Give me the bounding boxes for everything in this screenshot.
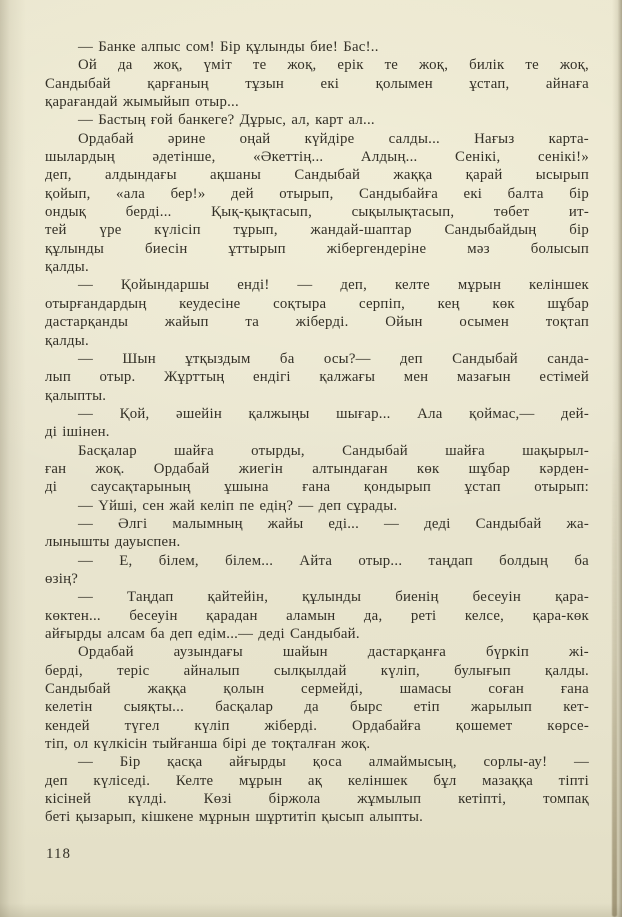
text-line: — Банке алпыс сом! Бір құлынды бие! Бас!..: [78, 39, 379, 55]
text-line: — Таңдап қайтейін, құлынды биенің бесеуін қара-: [78, 589, 589, 606]
text-line: кісіней күлді. Көзі біржола жұмылып кетіпті, томпақ: [45, 791, 589, 808]
text-line: ді ішінен.: [45, 424, 110, 441]
text-line: қарағандай жымыйып отыр...: [45, 94, 239, 111]
text-line: — Е, білем, білем... Айта отыр... таңдап болдың ба: [78, 552, 589, 569]
text-line: деп, алдындағы ақшаны Сандыбай жаққа қарай ысырып: [45, 167, 589, 184]
text-line: тіп, ол күлкісін тыйғанша бірі де тоқталған жоқ.: [45, 736, 371, 753]
text-line: — Шын ұтқыздым ба осы?— деп Сандыбай санда-: [78, 350, 589, 367]
page-bottom-shadow: [0, 903, 622, 917]
text-line: ған жоқ. Ордабай жиегін алтындаған көк шұбар кәрден-: [45, 460, 589, 477]
page-edge-smudge: [612, 440, 617, 917]
text-line: өзің?: [45, 570, 79, 587]
text-line: лынышты дауыспен.: [45, 534, 181, 551]
text-line: лып отыр. Жұрттың ендігі қалжағы мен мазағын естімей: [45, 369, 589, 386]
text-line: кендей түгел күліп жіберді. Ордабайға қошемет көрсе-: [45, 717, 589, 734]
text-line: — Қойындаршы енді! — деп, келте мұрын келіншек: [78, 277, 589, 294]
text-line: қалыпты.: [45, 387, 107, 404]
text-line: Басқалар шайға отырды, Сандыбай шайға шақырыл-: [78, 442, 589, 459]
text-line: — Үйші, сен жай келіп пе едің? — деп сұрады.: [78, 497, 398, 514]
text-line: — Бір қасқа айғырды қоса алмаймысың, сорлы-ау! —: [78, 754, 589, 771]
text-line: — Қой, әшейін қалжыңы шығар... Ала қоймас,— дей-: [78, 405, 589, 422]
text-line: берді, теріс айналып сылқылдай күліп, булығып қалды.: [45, 662, 589, 679]
text-line: құлынды биесін ұттырып жібергендеріне мәз болысып: [45, 240, 589, 257]
text-line: қойып, «ала бер!» дей отырып, Сандыбайға екі балта бір: [45, 185, 589, 202]
text-line: Ордабай әрине оңай күйдіре салды... Нағыз карта-: [78, 130, 589, 147]
text-line: ді саусақтарының ұшына ғана қондырып ұстап отырып:: [45, 479, 589, 496]
text-line: қалды.: [45, 259, 89, 276]
page-gutter-shadow: [0, 0, 26, 917]
text-line: беті қызарып, кішкене мұрнын шұртитіп қысып алыпты.: [45, 809, 424, 826]
text-line: — Әлгі малымның жайы еді... — деді Сандыбай жа-: [78, 515, 589, 532]
text-line: — Бастың ғой банкеге? Дұрыс, ал, карт ал...: [78, 112, 375, 129]
text-line: Ордабай аузындағы шайын дастарқанға бүркіп жі-: [78, 644, 589, 661]
text-line: шылардың әдетінше, «Әкеттің... Алдың... Сенікі, сенікі!»: [45, 149, 589, 166]
body-text: [45, 38, 589, 827]
text-line: көктен... бесеуін қарадан аламын да, реті келсе, қара-көк: [45, 607, 589, 624]
text-line: Ой да жоқ, үміт те жоқ, ерік те жоқ, билік те жоқ,: [78, 57, 589, 74]
page-number: 118: [46, 846, 71, 862]
text-line: дастарқанды жайып та жіберді. Ойын осымен тоқтап: [45, 314, 589, 331]
text-line: тей үре күлісіп тұрып, жандай-шаптар Сандыбайдың бір: [45, 222, 589, 239]
text-line: отырғандардың кеудесіне соқтыра серпіп, кең көк шұбар: [45, 295, 589, 312]
text-line: айғырды алсам ба деп едім...— деді Сандыбай.: [45, 626, 360, 642]
page-edge-shadow: [612, 0, 622, 917]
text-line: Сандыбай жаққа қолын сермейді, шамасы соған ғана: [45, 681, 589, 698]
text-line: ондық берді... Қық-қықтасып, сықылықтасып, төбет ит-: [45, 204, 589, 221]
text-line: Сандыбай қарғаның тұзын екі қолымен ұстап, айнаға: [45, 75, 589, 92]
text-line: деп күліседі. Келте мұрын ақ келіншек бұл мазаққа тіпті: [45, 772, 589, 789]
text-line: қалды.: [45, 332, 89, 349]
text-line: келетін сыяқты... басқалар да бырс етіп жарылып кет-: [45, 699, 589, 716]
